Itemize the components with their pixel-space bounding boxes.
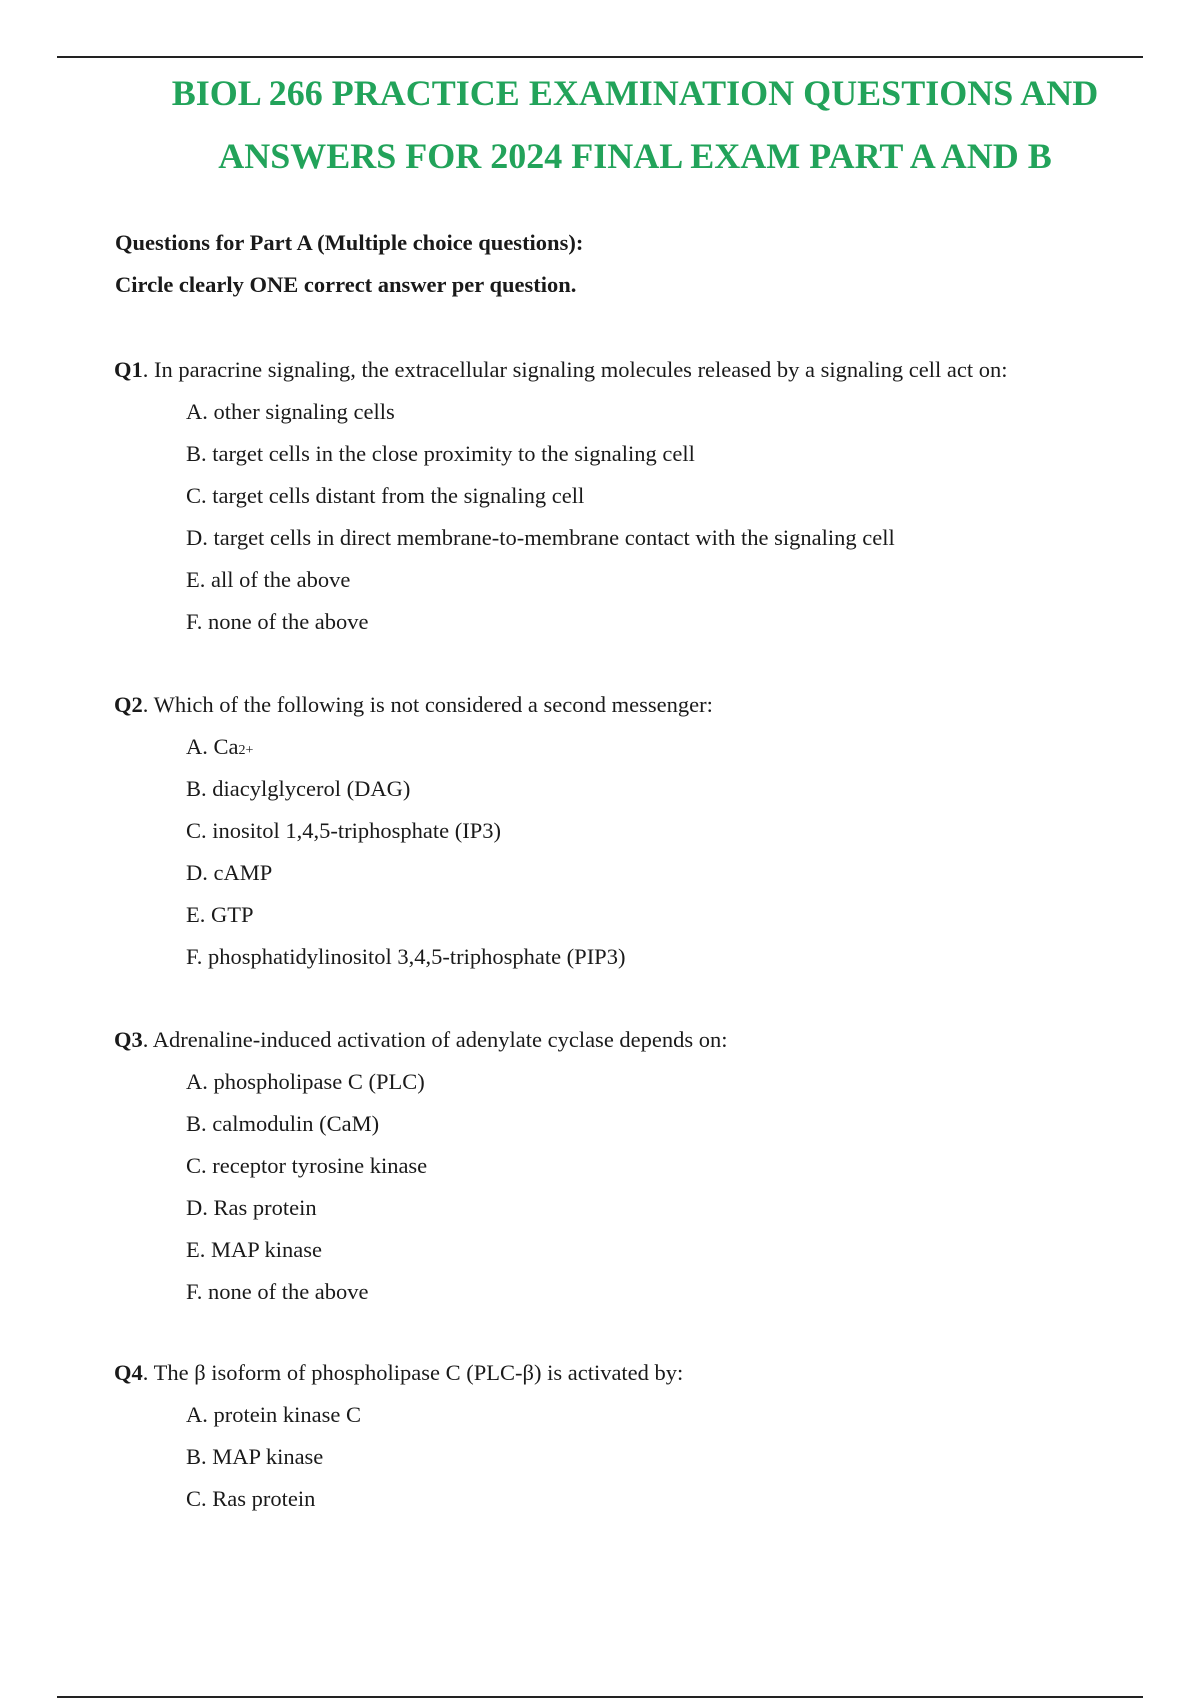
top-rule bbox=[57, 56, 1143, 58]
option-d: D. target cells in direct membrane-to-membrane contact with the signaling cell bbox=[186, 525, 895, 550]
option-b: B. MAP kinase bbox=[186, 1444, 324, 1469]
option-e: E. GTP bbox=[186, 902, 254, 927]
option-c: C. target cells distant from the signaling cell bbox=[186, 483, 585, 508]
instruction-circle: Circle clearly ONE correct answer per question. bbox=[115, 272, 577, 297]
option-a: A. other signaling cells bbox=[186, 399, 395, 424]
option-a-text: A. Ca bbox=[186, 734, 239, 759]
option-d: D. Ras protein bbox=[186, 1195, 317, 1220]
option-b: B. target cells in the close proximity to the signaling cell bbox=[186, 441, 695, 466]
bottom-rule bbox=[57, 1696, 1143, 1698]
question-text: . Adrenaline-induced activation of adenylate cyclase depends on: bbox=[142, 1027, 728, 1052]
question-number: Q2 bbox=[114, 692, 143, 717]
option-f: F. phosphatidylinositol 3,4,5-triphosphate (PIP3) bbox=[186, 944, 626, 969]
option-c: C. receptor tyrosine kinase bbox=[186, 1153, 428, 1178]
option-list bbox=[114, 397, 1164, 649]
option-list bbox=[114, 1067, 1164, 1319]
option-list bbox=[114, 1400, 1164, 1526]
question-stem bbox=[114, 1358, 1164, 1400]
question-stem bbox=[114, 690, 1164, 732]
question-text: . The β isoform of phospholipase C (PLC-β) is activated by: bbox=[142, 1360, 684, 1385]
question-4 bbox=[114, 1358, 1164, 1526]
question-stem bbox=[114, 1025, 1164, 1067]
question-number: Q1 bbox=[114, 357, 143, 382]
option-b: B. diacylglycerol (DAG) bbox=[186, 776, 411, 801]
title-line-2: ANSWERS FOR 2024 FINAL EXAM PART A AND B bbox=[218, 136, 1052, 176]
option-c: C. inositol 1,4,5-triphosphate (IP3) bbox=[186, 818, 501, 843]
question-2 bbox=[114, 690, 1164, 984]
question-1 bbox=[114, 355, 1164, 649]
option-a: A. protein kinase C bbox=[186, 1402, 361, 1427]
question-number: Q3 bbox=[114, 1027, 143, 1052]
question-number: Q4 bbox=[114, 1360, 143, 1385]
question-text: . Which of the following is not considered a second messenger: bbox=[142, 692, 713, 717]
option-c: C. Ras protein bbox=[186, 1486, 316, 1511]
option-a-charge: 2+ bbox=[238, 743, 254, 758]
title-line-1: BIOL 266 PRACTICE EXAMINATION QUESTIONS AND bbox=[171, 73, 1099, 113]
option-b: B. calmodulin (CaM) bbox=[186, 1111, 380, 1136]
option-d: D. cAMP bbox=[186, 860, 273, 885]
option-f: F. none of the above bbox=[186, 609, 369, 634]
option-e: E. all of the above bbox=[186, 567, 351, 592]
option-a bbox=[114, 732, 1164, 774]
document-title bbox=[90, 62, 1180, 188]
option-list bbox=[114, 732, 1164, 984]
question-3 bbox=[114, 1025, 1164, 1319]
option-a: A. phospholipase C (PLC) bbox=[186, 1069, 425, 1094]
instructions bbox=[115, 228, 1115, 312]
instruction-part-a: Questions for Part A (Multiple choice questions): bbox=[115, 230, 584, 255]
option-e: E. MAP kinase bbox=[186, 1237, 323, 1262]
option-f: F. none of the above bbox=[186, 1279, 369, 1304]
question-text: . In paracrine signaling, the extracellular signaling molecules released by a signaling cell act on: bbox=[142, 357, 1008, 382]
question-stem bbox=[114, 355, 1164, 397]
